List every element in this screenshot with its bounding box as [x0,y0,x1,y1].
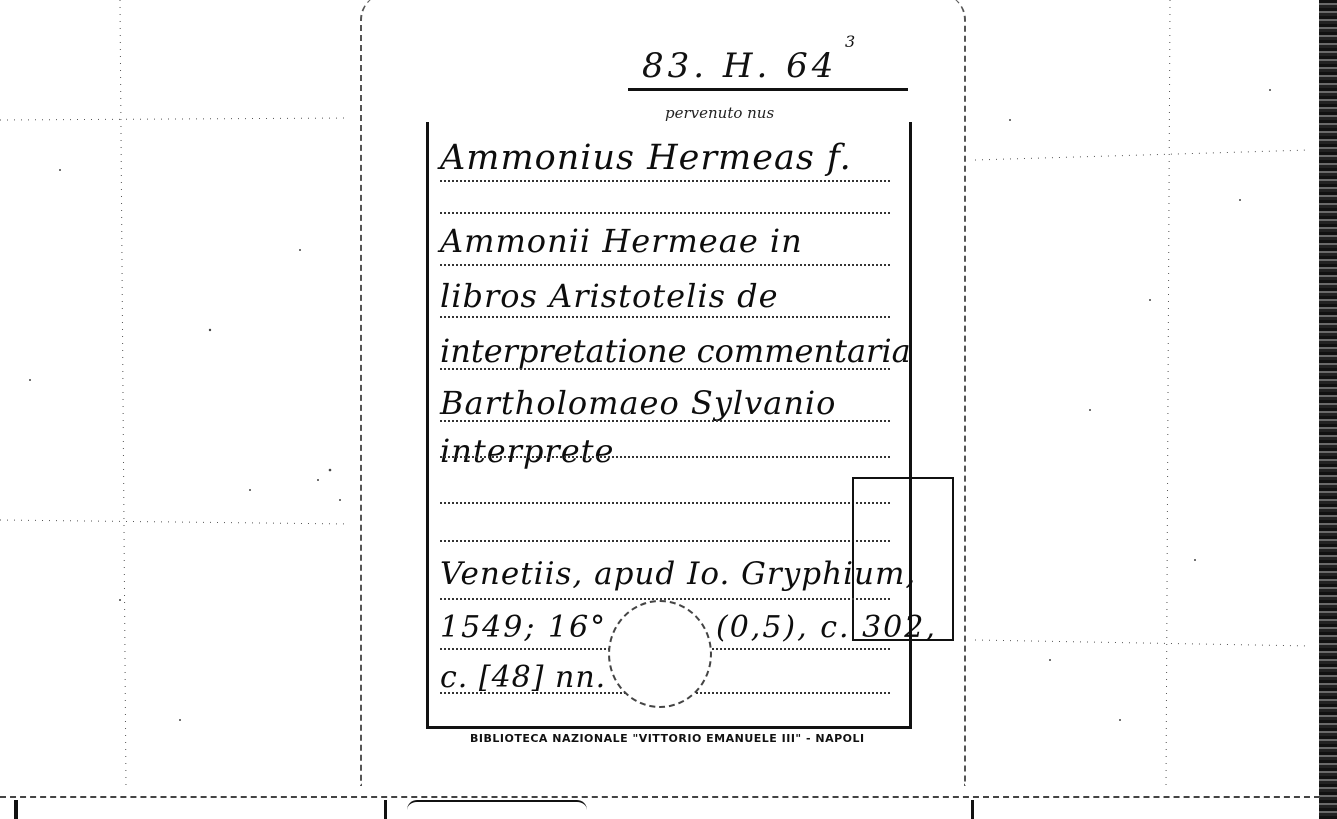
dotted-rule [440,540,890,542]
title-line-1: Ammonii Hermeae in [440,222,803,260]
author-heading: Ammonius Hermeas f. [440,138,852,178]
scanner-edge-strip [1319,0,1337,819]
next-card-edge [384,800,974,819]
dotted-rule [440,420,890,422]
handwritten-annotation: pervenuto nus [665,104,775,122]
title-line-2: libros Aristotelis de [440,277,779,315]
shelfmark-underline [628,88,908,91]
imprint-line-2: 1549; 16° [440,610,608,645]
dotted-rule [440,502,890,504]
shelfmark: 83. H. 64 [642,46,838,86]
punch-hole [608,600,712,708]
shelfmark-superscript: 3 [845,32,856,51]
imprint-line-1: Venetiis, apud Io. Gryphium, [440,556,917,592]
imprint-line-3: c. [48] nn. [440,660,607,695]
title-line-4: Bartholomaeo Sylvanio [440,384,837,422]
title-line-5: interprete [440,432,615,470]
imprint-line-2-suffix: (0,5), c. 302, [716,610,937,645]
next-card-handwriting [407,800,587,819]
dotted-rule [440,180,890,182]
dotted-rule [440,456,890,458]
dotted-rule [440,264,890,266]
dotted-rule [440,368,890,370]
scan-margin-mark [14,800,18,819]
dotted-rule [440,212,890,214]
title-line-3: interpretatione commentaria [440,332,911,370]
card-bottom-edge [0,796,1320,798]
dotted-rule [440,316,890,318]
library-stamp: BIBLIOTECA NAZIONALE "VITTORIO EMANUELE III" - NAPOLI [470,732,865,745]
